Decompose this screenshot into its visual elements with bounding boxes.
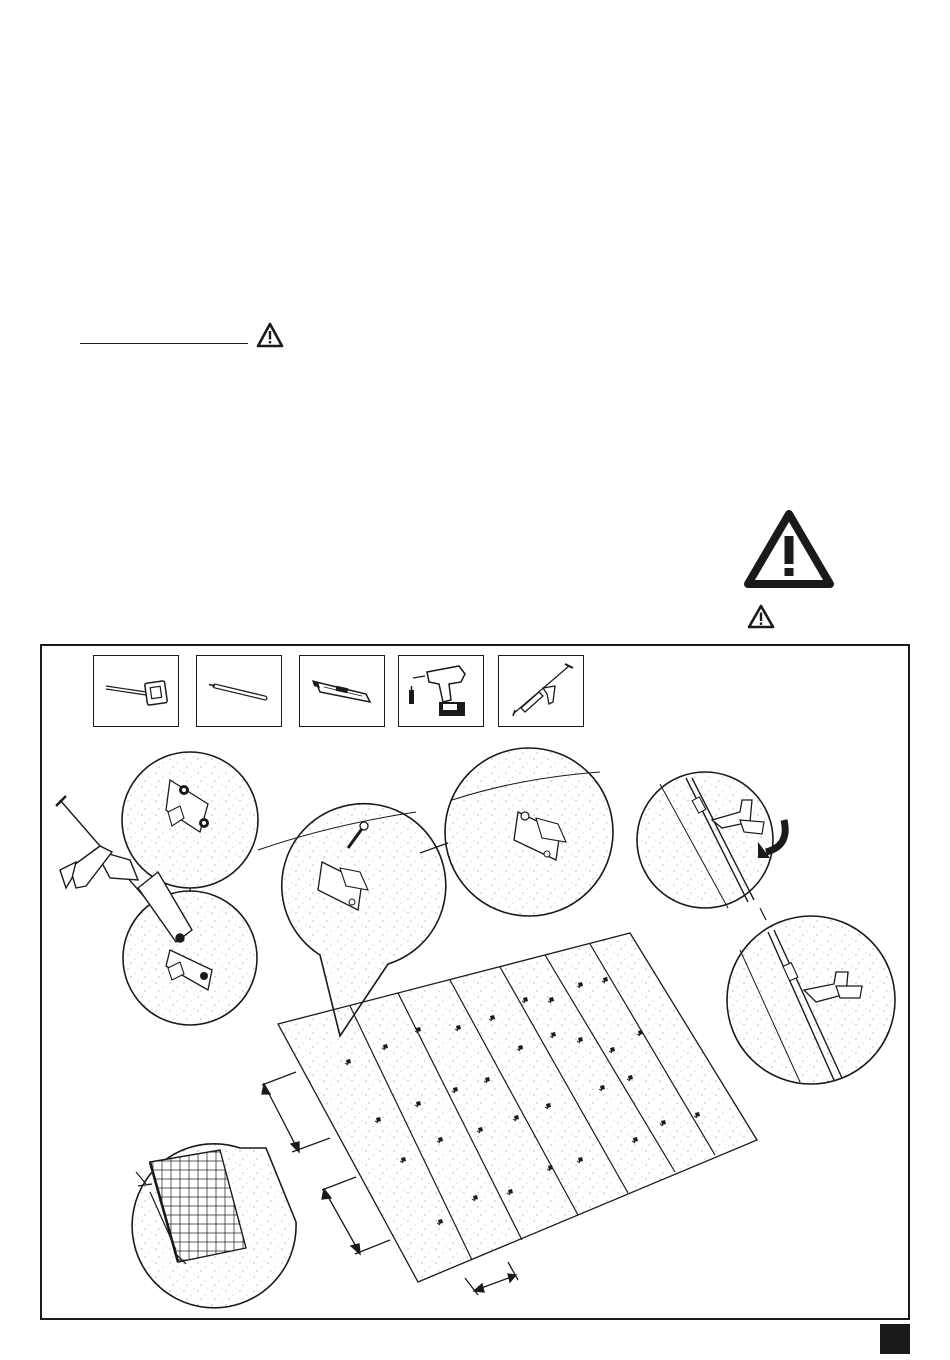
page-number-tab: [880, 1324, 910, 1354]
bracket-gasket-detail: [122, 752, 258, 888]
large-warning-triangle-icon: [744, 510, 834, 588]
warning-triangle-icon: [256, 322, 284, 348]
rail-clip-rotate-detail: [637, 772, 785, 908]
sealant-application-detail: [123, 891, 257, 1025]
warning-triangle-icon: [747, 604, 775, 629]
bracket-on-roof-detail: [445, 748, 613, 916]
heading-rule: [80, 343, 248, 344]
rail-clip-locked-detail: [727, 916, 895, 1084]
solar-panel-detail: [132, 1144, 296, 1308]
installation-illustration: [40, 644, 910, 1320]
